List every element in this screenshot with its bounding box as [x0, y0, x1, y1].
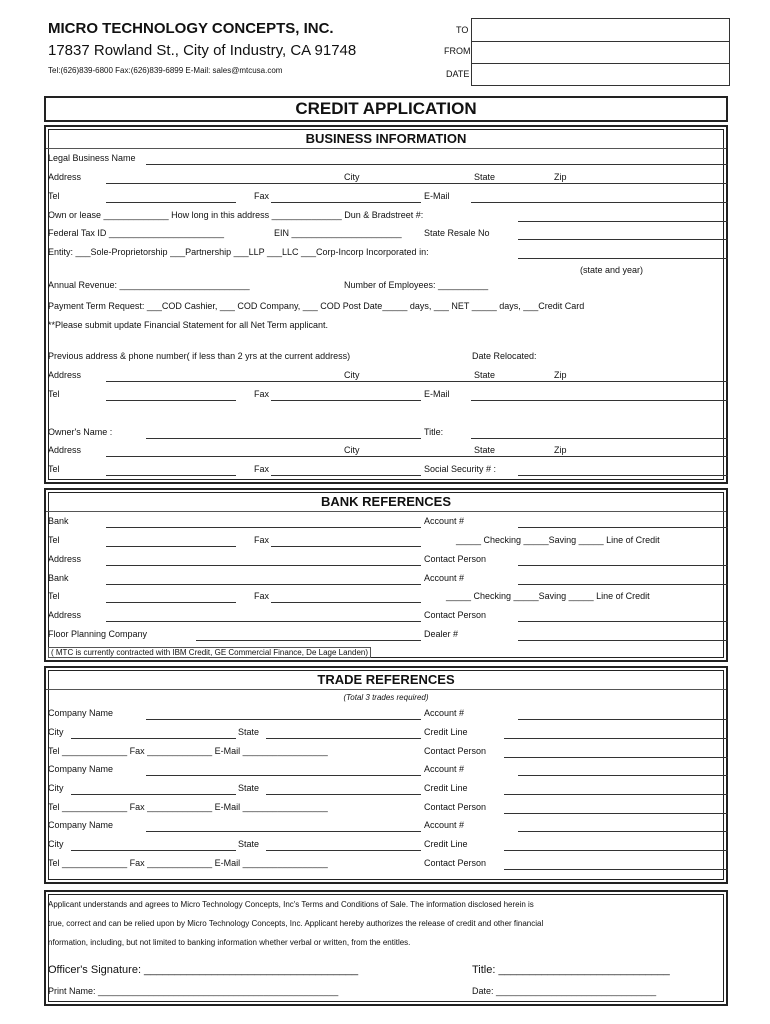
owner-state-label: State — [474, 445, 496, 455]
company-contact: Tel:(626)839-6800 Fax:(626)839-6899 E-Mail: sales@mtcusa.com — [48, 66, 283, 75]
trade2-account-field[interactable] — [518, 775, 728, 776]
owner-zip-label: Zip — [554, 445, 567, 455]
trade1-company-field[interactable] — [146, 719, 421, 720]
agreement-line-1: Applicant understands and agrees to Micro Technology Concepts, Inc's Terms and Conditions of Sale. The information disclosed herein is — [48, 900, 534, 909]
trade1-state-label: State — [238, 727, 260, 737]
bank2-tel-field[interactable] — [106, 602, 236, 603]
trade2-company-label: Company Name — [48, 764, 114, 774]
ssn-label: Social Security # : — [424, 464, 497, 474]
trade2-tel-row[interactable]: Tel _____________ Fax _____________ E-Mail _________________ — [48, 802, 328, 812]
trade3-state-field[interactable] — [266, 850, 421, 851]
bank2-contact-field[interactable] — [518, 621, 728, 622]
bank1-account-field[interactable] — [518, 527, 728, 528]
signature-date-field[interactable]: Date: ________________________________ — [472, 986, 657, 996]
bank1-contact-field[interactable] — [518, 565, 728, 566]
business-heading: BUSINESS INFORMATION — [305, 131, 467, 146]
bank-heading: BANK REFERENCES — [320, 494, 451, 509]
financial-note: **Please submit update Financial Statement for all Net Term applicant. — [48, 320, 328, 330]
address-label: Address — [48, 172, 82, 182]
mtc-contract-note: ( MTC is currently contracted with IBM Credit, GE Commercial Finance, De Lage Landen) — [48, 647, 371, 658]
ssn-field[interactable] — [518, 475, 728, 476]
bank1-account-label: Account # — [424, 516, 465, 526]
from-label: FROM — [444, 46, 471, 56]
to-label: TO — [456, 25, 469, 35]
dealer-field[interactable] — [518, 640, 728, 641]
fax-label: Fax — [254, 191, 270, 201]
state-label: State — [474, 172, 496, 182]
state-year-hint: (state and year) — [580, 265, 644, 275]
trade3-contact-field[interactable] — [504, 869, 728, 870]
date-label: DATE — [446, 69, 470, 79]
bank2-account-label: Account # — [424, 573, 465, 583]
trade1-tel-row[interactable]: Tel _____________ Fax _____________ E-Mail _________________ — [48, 746, 328, 756]
company-address: 17837 Rowland St., City of Industry, CA 91748 — [48, 42, 357, 59]
trade2-city-field[interactable] — [71, 794, 236, 795]
trade3-city-field[interactable] — [71, 850, 236, 851]
trade3-tel-row[interactable]: Tel _____________ Fax _____________ E-Mail _________________ — [48, 858, 328, 868]
payment-term-row: Payment Term Request: ___COD Cashier, ___ COD Company, ___ COD Post Date_____ days, ___ NET _____ days, ___Credit Card — [48, 301, 585, 311]
annual-revenue-row: Annual Revenue: __________________________ — [48, 280, 250, 290]
trade1-contact-label: Contact Person — [424, 746, 487, 756]
bank1-tel-field[interactable] — [106, 546, 236, 547]
routing-box — [471, 18, 730, 86]
employees-row: Number of Employees: __________ — [344, 280, 489, 290]
trade1-credit-field[interactable] — [504, 738, 728, 739]
trade1-account-label: Account # — [424, 708, 465, 718]
bank2-address-field[interactable] — [106, 621, 421, 622]
owner-name-field[interactable] — [146, 438, 421, 439]
resale-label: State Resale No — [424, 228, 490, 238]
floor-planning-label: Floor Planning Company — [48, 629, 148, 639]
trade3-company-field[interactable] — [146, 831, 421, 832]
from-field[interactable] — [472, 41, 729, 64]
owner-city-label: City — [344, 445, 360, 455]
own-lease-row: Own or lease _____________ How long in this address ______________ Dun & Bradstreet #: — [48, 210, 424, 220]
previous-address-label: Previous address & phone number( if less than 2 yrs at the current address) — [48, 351, 351, 361]
bank2-field[interactable] — [106, 584, 421, 585]
duns-field[interactable] — [518, 221, 728, 222]
trade-section — [44, 666, 728, 884]
email-field[interactable] — [471, 202, 728, 203]
bank2-address-label: Address — [48, 610, 82, 620]
trade3-account-field[interactable] — [518, 831, 728, 832]
bank1-fax-field[interactable] — [271, 546, 421, 547]
trade1-city-field[interactable] — [71, 738, 236, 739]
to-field[interactable] — [472, 19, 729, 42]
prev-city-label: City — [344, 370, 360, 380]
owner-title-label: Title: — [424, 427, 444, 437]
bank-section — [44, 488, 728, 662]
tel-field[interactable] — [106, 202, 236, 203]
trade3-company-label: Company Name — [48, 820, 114, 830]
trade3-contact-label: Contact Person — [424, 858, 487, 868]
owner-fax-field[interactable] — [271, 475, 421, 476]
relocated-label: Date Relocated: — [472, 351, 537, 361]
trade-subtitle: (Total 3 trades required) — [343, 693, 429, 702]
trade3-account-label: Account # — [424, 820, 465, 830]
trade3-credit-label: Credit Line — [424, 839, 468, 849]
prev-tel-label: Tel — [48, 389, 60, 399]
owner-name-label: Owner's Name : — [48, 427, 113, 437]
legal-name-label: Legal Business Name — [48, 153, 136, 163]
bank1-contact-label: Contact Person — [424, 554, 487, 564]
officer-signature-field[interactable]: Officer's Signature: ___________________________________ — [48, 964, 359, 976]
trade2-credit-field[interactable] — [504, 794, 728, 795]
trade-heading: TRADE REFERENCES — [317, 672, 455, 687]
zip-label: Zip — [554, 172, 567, 182]
date-field[interactable] — [472, 63, 729, 85]
bank1-address-field[interactable] — [106, 565, 421, 566]
entity-row: Entity: ___Sole-Proprietorship ___Partnership ___LLP ___LLC ___Corp-Incorp Incorporated in: — [48, 247, 429, 257]
address-field[interactable] — [106, 183, 728, 184]
trade2-account-label: Account # — [424, 764, 465, 774]
business-section — [44, 125, 728, 484]
prev-email-field[interactable] — [471, 400, 728, 401]
fedtax-row: Federal Tax ID _______________________ — [48, 228, 224, 238]
fax-field[interactable] — [271, 202, 421, 203]
prev-address-label: Address — [48, 370, 82, 380]
trade2-company-field[interactable] — [146, 775, 421, 776]
tel-label: Tel — [48, 191, 60, 201]
owner-fax-label: Fax — [254, 464, 270, 474]
prev-fax-label: Fax — [254, 389, 270, 399]
email-label: E-Mail — [424, 191, 450, 201]
incorporated-field[interactable] — [518, 258, 728, 259]
owner-title-field[interactable] — [471, 438, 728, 439]
bank1-label: Bank — [48, 516, 69, 526]
bank1-account-types[interactable]: _____ Checking _____Saving _____ Line of Credit — [456, 535, 660, 545]
trade2-city-label: City — [48, 783, 64, 793]
dealer-label: Dealer # — [424, 629, 459, 639]
trade3-city-label: City — [48, 839, 64, 849]
floor-planning-field[interactable] — [196, 640, 421, 641]
trade2-credit-label: Credit Line — [424, 783, 468, 793]
trade2-state-label: State — [238, 783, 260, 793]
owner-address-field[interactable] — [106, 456, 728, 457]
prev-email-label: E-Mail — [424, 389, 450, 399]
bank2-fax-field[interactable] — [271, 602, 421, 603]
owner-address-label: Address — [48, 445, 82, 455]
resale-field[interactable] — [518, 239, 728, 240]
agreement-line-3: nformation, including, but not limited to banking information whether verbal or written, from the entitles. — [48, 938, 411, 947]
prev-fax-field[interactable] — [271, 400, 421, 401]
owner-tel-field[interactable] — [106, 475, 236, 476]
bank2-account-types[interactable]: _____ Checking _____Saving _____ Line of Credit — [446, 591, 650, 601]
agreement-line-2: true, correct and can be relied upon by Micro Technology Concepts, Inc. Applicant hereby authorizes the release of credit and other financial — [48, 919, 544, 928]
trade3-state-label: State — [238, 839, 260, 849]
trade1-state-field[interactable] — [266, 738, 421, 739]
prev-state-label: State — [474, 370, 496, 380]
ein-row: EIN ______________________ — [274, 228, 402, 238]
company-name: MICRO TECHNOLOGY CONCEPTS, INC. — [48, 20, 334, 37]
bank1-fax-label: Fax — [254, 535, 270, 545]
bank2-account-field[interactable] — [518, 584, 728, 585]
trade1-city-label: City — [48, 727, 64, 737]
print-name-field[interactable]: Print Name: ________________________________________________ — [48, 986, 339, 996]
owner-tel-label: Tel — [48, 464, 60, 474]
agreement-section — [44, 890, 728, 1006]
signer-title-field[interactable]: Title: ____________________________ — [472, 964, 670, 976]
bank2-contact-label: Contact Person — [424, 610, 487, 620]
city-label: City — [344, 172, 360, 182]
bank2-tel-label: Tel — [48, 591, 60, 601]
trade2-state-field[interactable] — [266, 794, 421, 795]
legal-name-field[interactable] — [146, 164, 728, 165]
trade1-account-field[interactable] — [518, 719, 728, 720]
trade1-credit-label: Credit Line — [424, 727, 468, 737]
prev-tel-field[interactable] — [106, 400, 236, 401]
bank2-label: Bank — [48, 573, 69, 583]
bank1-address-label: Address — [48, 554, 82, 564]
trade2-contact-label: Contact Person — [424, 802, 487, 812]
prev-zip-label: Zip — [554, 370, 567, 380]
trade3-credit-field[interactable] — [504, 850, 728, 851]
prev-address-field[interactable] — [106, 381, 728, 382]
trade2-contact-field[interactable] — [504, 813, 728, 814]
bank2-fax-label: Fax — [254, 591, 270, 601]
bank1-tel-label: Tel — [48, 535, 60, 545]
trade1-contact-field[interactable] — [504, 757, 728, 758]
bank1-field[interactable] — [106, 527, 421, 528]
trade1-company-label: Company Name — [48, 708, 114, 718]
page-title: CREDIT APPLICATION — [295, 99, 477, 118]
